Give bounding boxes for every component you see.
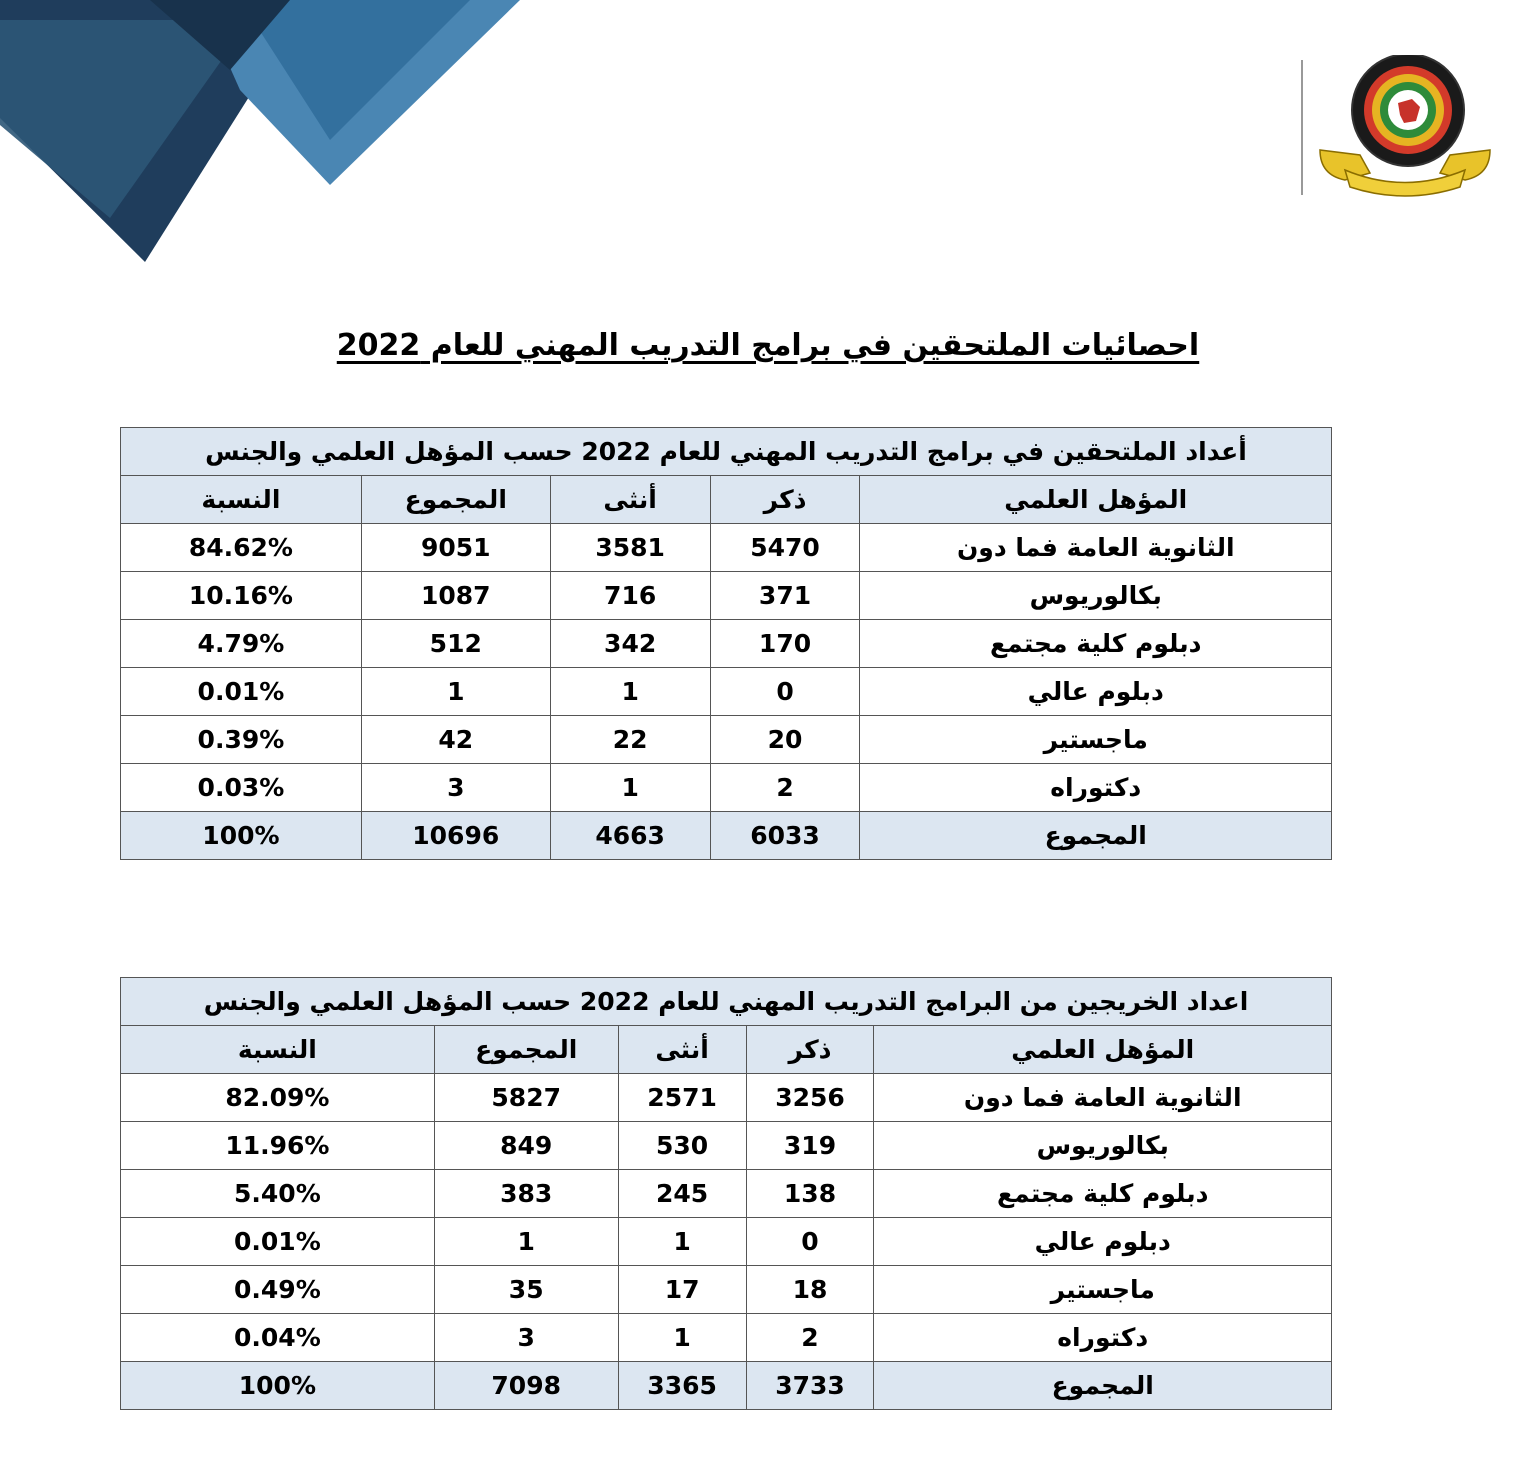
table-cell: 383 [434,1170,618,1218]
table-cell: بكالوريوس [874,1122,1332,1170]
table-cell: 1 [618,1218,746,1266]
table-caption: اعداد الخريجين من البرامج التدريب المهني للعام 2022 حسب المؤهل العلمي والجنس [121,978,1332,1026]
table-caption-row [121,428,1332,476]
table-cell: 1 [618,1314,746,1362]
corner-decoration [0,0,540,270]
table-cell: 319 [746,1122,874,1170]
column-header: المؤهل العلمي [860,476,1332,524]
table-cell: دبلوم عالي [874,1218,1332,1266]
table-cell: 371 [710,572,860,620]
table-cell: 82.09% [121,1074,435,1122]
table-row [121,620,1332,668]
table-cell: 3256 [746,1074,874,1122]
total-cell: 10696 [361,812,550,860]
table-header-row [121,1026,1332,1074]
column-header: أنثى [618,1026,746,1074]
table-cell: دبلوم كلية مجتمع [874,1170,1332,1218]
table-row [121,1218,1332,1266]
table-cell: دكتوراه [874,1314,1332,1362]
table-cell: ماجستير [860,716,1332,764]
column-header: المجموع [361,476,550,524]
total-cell: المجموع [860,812,1332,860]
table-total-row [121,1362,1332,1410]
table-cell: 10.16% [121,572,362,620]
table-cell: 1 [361,668,550,716]
table-cell: دبلوم كلية مجتمع [860,620,1332,668]
table-cell: 84.62% [121,524,362,572]
column-header: المجموع [434,1026,618,1074]
table-cell: 0.04% [121,1314,435,1362]
table-cell: 530 [618,1122,746,1170]
table-cell: 17 [618,1266,746,1314]
table-cell: 3 [361,764,550,812]
total-cell: 100% [121,1362,435,1410]
page-title [0,328,1536,363]
column-header: النسبة [121,476,362,524]
table-cell: 42 [361,716,550,764]
table-cell: 1 [550,668,710,716]
table-cell: 0 [746,1218,874,1266]
total-cell: 3365 [618,1362,746,1410]
column-header: المؤهل العلمي [874,1026,1332,1074]
table-row [121,1170,1332,1218]
table-cell: 512 [361,620,550,668]
table-cell: 5470 [710,524,860,572]
table-cell: 3 [434,1314,618,1362]
enrolled-table [120,427,1332,860]
total-cell: 4663 [550,812,710,860]
table-row [121,668,1332,716]
graduates-table [120,977,1332,1410]
table-cell: دكتوراه [860,764,1332,812]
table-cell: 4.79% [121,620,362,668]
total-cell: 6033 [710,812,860,860]
table-cell: 716 [550,572,710,620]
table-cell: 0.49% [121,1266,435,1314]
table-cell: 0.39% [121,716,362,764]
table-cell: دبلوم عالي [860,668,1332,716]
table-cell: 5827 [434,1074,618,1122]
table-cell: 2571 [618,1074,746,1122]
table-cell: 0.01% [121,1218,435,1266]
table-cell: 1087 [361,572,550,620]
table-cell: 0.03% [121,764,362,812]
table-row [121,1122,1332,1170]
table-row [121,716,1332,764]
table-row [121,1266,1332,1314]
table-cell: 1 [550,764,710,812]
table-cell: 20 [710,716,860,764]
table-cell: 0 [710,668,860,716]
table-cell: 1 [434,1218,618,1266]
table-cell: 2 [746,1314,874,1362]
table-cell: 138 [746,1170,874,1218]
table-caption: أعداد الملتحقين في برامج التدريب المهني للعام 2022 حسب المؤهل العلمي والجنس [121,428,1332,476]
column-header: أنثى [550,476,710,524]
table-cell: 3581 [550,524,710,572]
civil-service-bureau-logo [1300,55,1510,205]
table-cell: 170 [710,620,860,668]
column-header: ذكر [746,1026,874,1074]
table-row [121,1074,1332,1122]
table-cell: 0.01% [121,668,362,716]
table-cell: 5.40% [121,1170,435,1218]
table-cell: 35 [434,1266,618,1314]
column-header: ذكر [710,476,860,524]
table-cell: الثانوية العامة فما دون [874,1074,1332,1122]
table-cell: 2 [710,764,860,812]
total-cell: 3733 [746,1362,874,1410]
table-caption-row [121,978,1332,1026]
table-row [121,1314,1332,1362]
column-header: النسبة [121,1026,435,1074]
table-cell: 342 [550,620,710,668]
table-cell: 849 [434,1122,618,1170]
table-row [121,572,1332,620]
table-cell: 245 [618,1170,746,1218]
total-cell: 100% [121,812,362,860]
table-header-row [121,476,1332,524]
table-row [121,764,1332,812]
total-cell: 7098 [434,1362,618,1410]
table-cell: ماجستير [874,1266,1332,1314]
table-cell: الثانوية العامة فما دون [860,524,1332,572]
page-title-text: احصائيات الملتحقين في برامج التدريب المهني للعام 2022 [336,328,1200,363]
total-cell: المجموع [874,1362,1332,1410]
table-cell: 18 [746,1266,874,1314]
table-cell: 11.96% [121,1122,435,1170]
table-row [121,524,1332,572]
table-cell: 9051 [361,524,550,572]
table-cell: بكالوريوس [860,572,1332,620]
table-cell: 22 [550,716,710,764]
table-total-row [121,812,1332,860]
